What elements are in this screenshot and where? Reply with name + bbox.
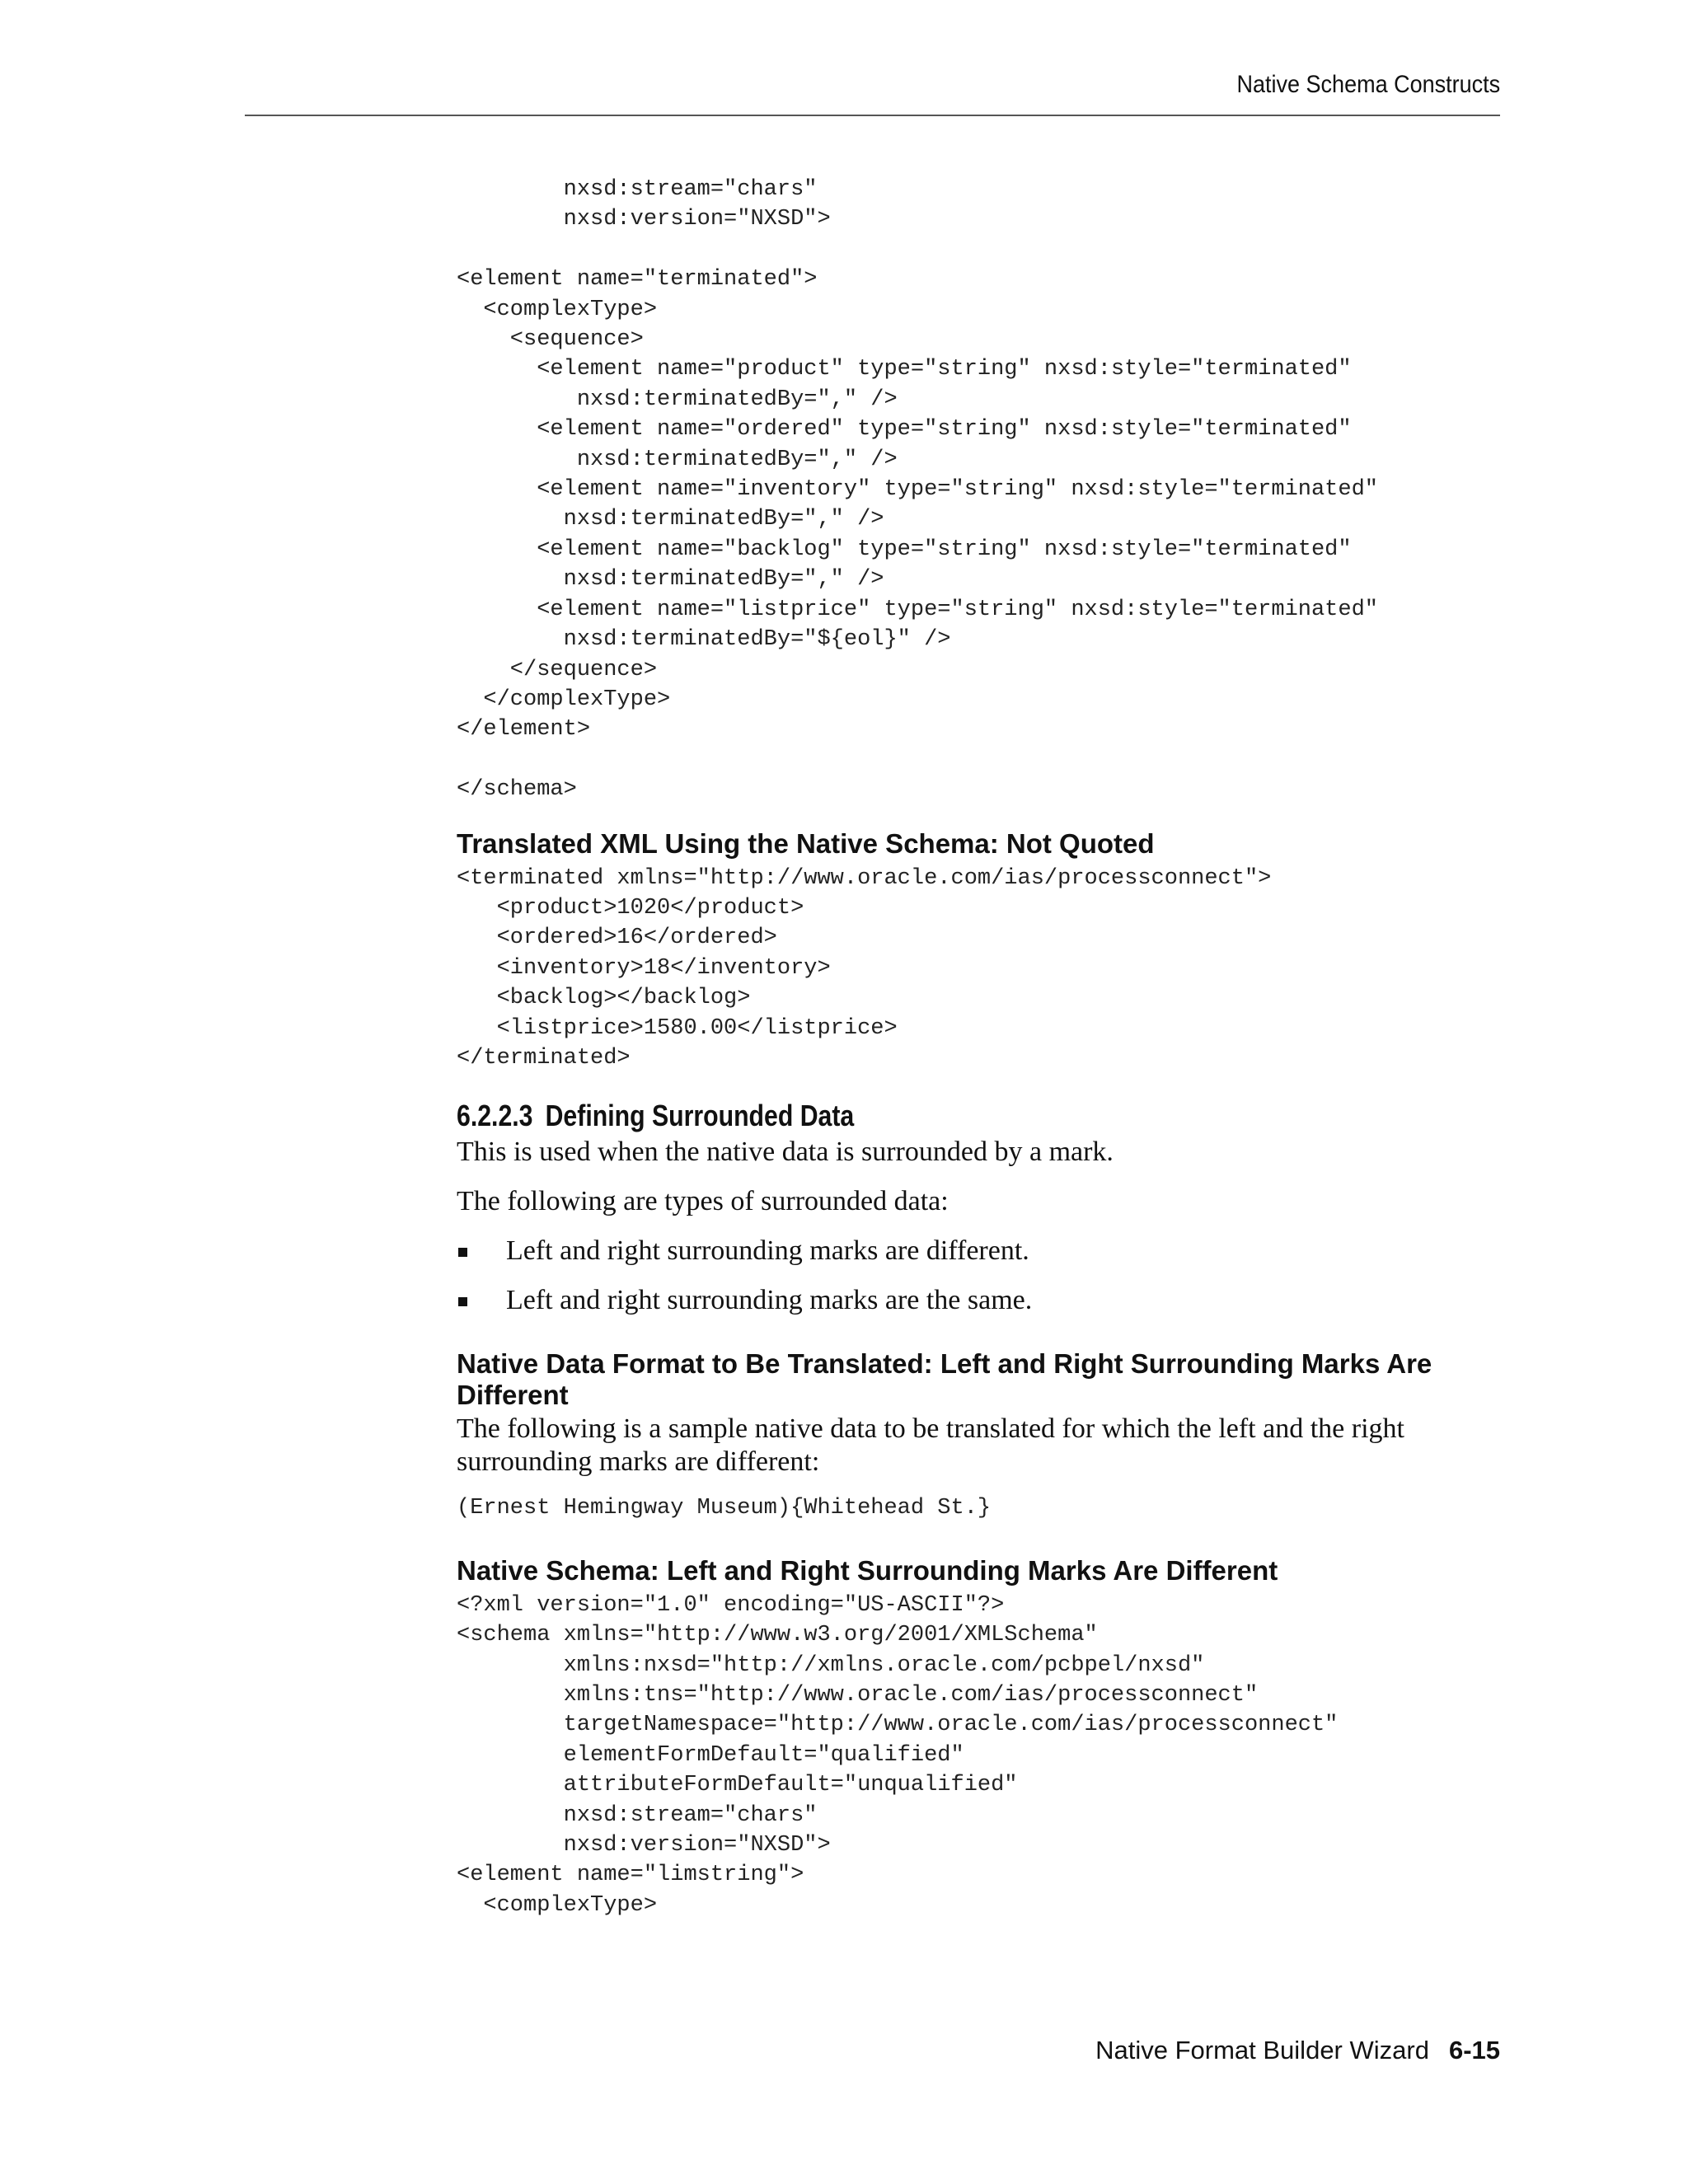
page-content [457,175,1503,1920]
bullet-item [457,1284,1503,1317]
heading-native-schema: Native Schema: Left and Right Surrounding Marks Are Different [457,1554,1278,1586]
paragraph-types: The following are types of surrounded data: [457,1186,949,1217]
bullet-square-icon [458,1248,467,1257]
paragraph-sample-description: The following is a sample native data to be translated for which the left and the right surrounding marks are different: [457,1413,1404,1478]
bullet-text: Left and right surrounding marks are different. [506,1235,1029,1267]
running-header: Native Schema Constructs [1236,71,1500,98]
section-number: 6.2.2.3 [457,1099,533,1133]
bullet-text: Left and right surrounding marks are the same. [506,1285,1033,1316]
code-block-schema-end: nxsd:stream="chars" nxsd:version="NXSD"> <element name="terminated"> <complexType> <sequence> <element name="product" type="string" nxsd:style="terminated" nxsd:terminatedBy="," /> <element name="ordered" type="string" nxsd:style="terminated" nxsd:terminatedBy="," /> <element name="inventory" type="string" nxsd:style="terminated" nxsd:terminatedBy="," /> <element name="backlog" type="string" nxsd:style="terminated" nxsd:terminatedBy="," /> <element name="listprice" type="string" nxsd:style="terminated" nxsd:terminatedBy="${eol}" /> </sequence> </complexType> </element> </schema> [457,177,1378,803]
bullet-item [457,1235,1503,1268]
code-block-translated-xml: <terminated xmlns="http://www.oracle.com/ias/processconnect"> <product>1020</product> <ordered>16</ordered> <inventory>18</inventory> <backlog></backlog> <listprice>1580.00</listprice> </terminated> [457,865,1272,1071]
bullet-square-icon [458,1297,467,1306]
header-rule [245,115,1500,116]
page-number: 6-15 [1448,2036,1500,2064]
code-block-native-schema: <?xml version="1.0" encoding="US-ASCII"?> <schema xmlns="http://www.w3.org/2001/XMLSchema" xmlns:nxsd="http://xmlns.oracle.com/pcbpel/nxsd" xmlns:tns="http://www.oracle.com/ias/processconnect" targetNamespace="http://www.oracle.com/ias/processconnect" elementFormDefault="qualified" attributeFormDefault="unqualified" nxsd:stream="chars" nxsd:version="NXSD"> <element name="limstring"> <complexType> [457,1592,1339,1918]
section-title: Defining Surrounded Data [545,1099,855,1133]
footer-book-title: Native Format Builder Wizard [1095,2036,1429,2064]
paragraph-intro: This is used when the native data is surrounded by a mark. [457,1137,1114,1168]
heading-native-data-format: Native Data Format to Be Translated: Left and Right Surrounding Marks Are Different [457,1348,1432,1411]
section-heading [457,1098,1336,1134]
heading-translated-xml: Translated XML Using the Native Schema: Not Quoted [457,827,1155,859]
code-sample-native-data: (Ernest Hemingway Museum){Whitehead St.} [457,1496,992,1521]
running-footer [1095,2036,1500,2065]
bullet-list [457,1235,1503,1317]
